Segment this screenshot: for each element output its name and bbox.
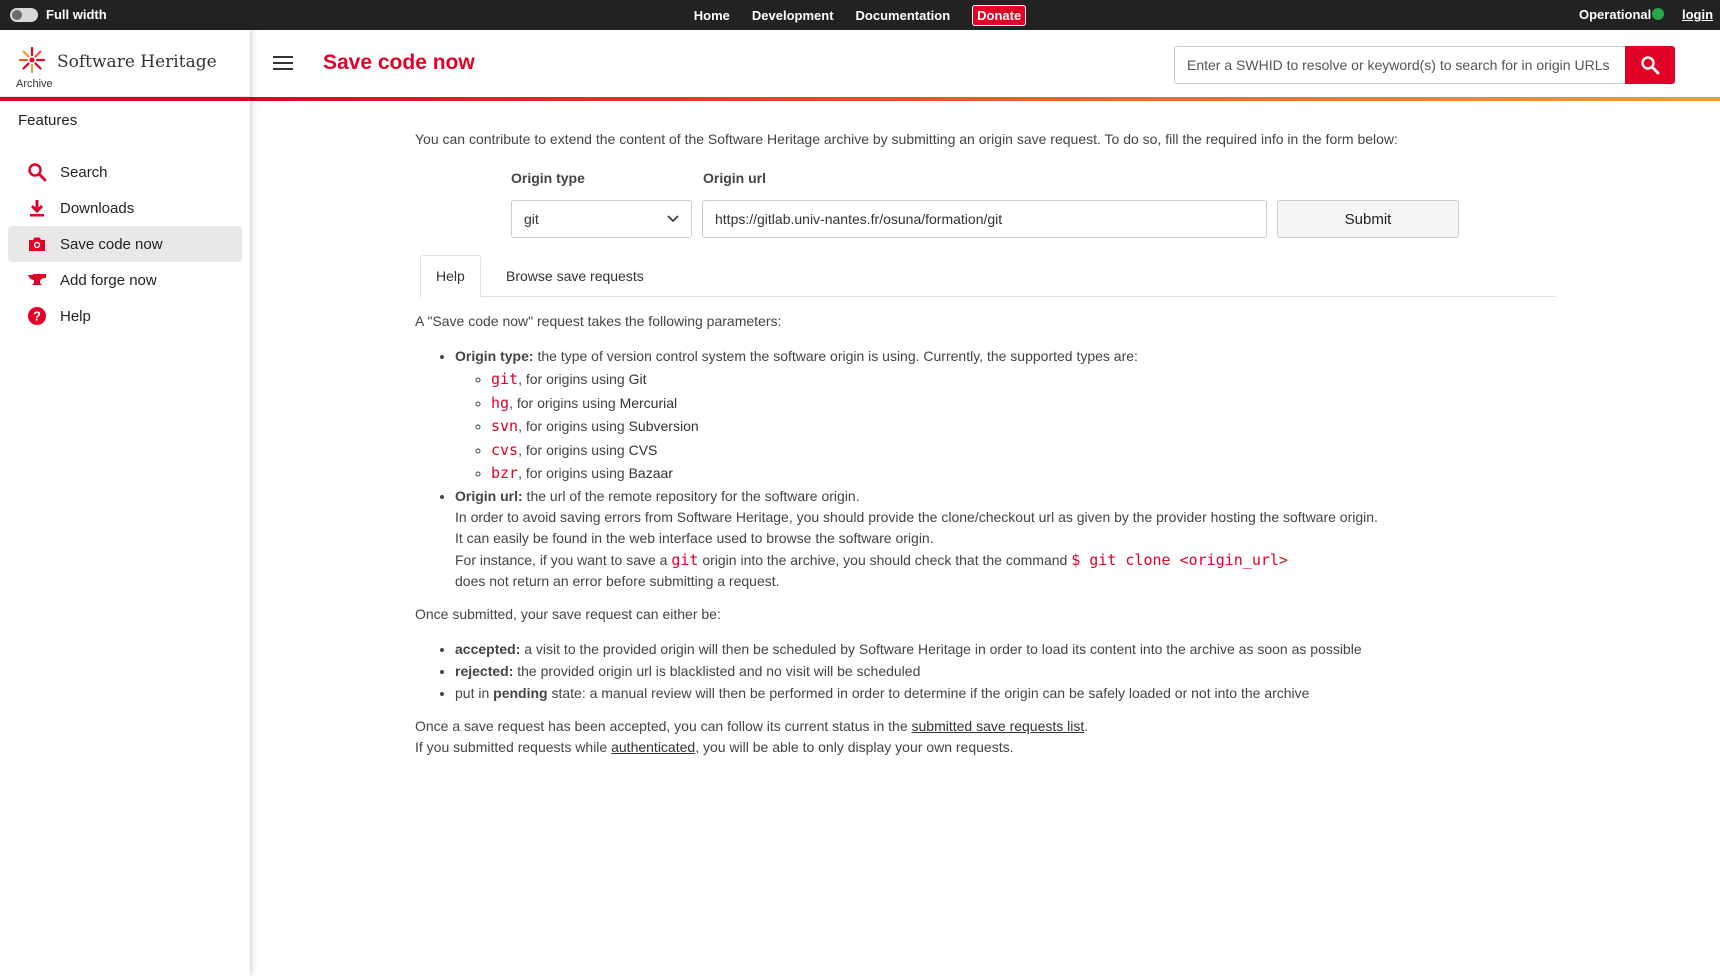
search-input[interactable]: [1174, 46, 1626, 84]
header-accent-left: [0, 97, 250, 101]
submitted-intro: Once submitted, your save request can either be:: [415, 606, 721, 622]
nav-documentation[interactable]: Documentation: [855, 7, 951, 23]
help-icon: [26, 305, 48, 327]
list-item: ◦ svn, for origins using Subversion: [491, 415, 1555, 438]
types-list: [491, 368, 1555, 485]
sidebar-item-search[interactable]: [8, 154, 242, 190]
follow-status-text: Once a save request has been accepted, you can follow its current status in the submitted save requests list. If you submitted requests while authenticated, you will be able to only display your own requests.: [415, 718, 1089, 755]
top-bar: [0, 0, 1720, 30]
sidebar-item-label: Search: [60, 163, 108, 181]
full-width-toggle[interactable]: [10, 8, 38, 22]
status-indicator: [1652, 8, 1664, 20]
header-accent-bar: [250, 97, 1720, 101]
tab-browse-save-requests[interactable]: Browse save requests: [506, 267, 644, 284]
sidebar-item-downloads[interactable]: [8, 190, 242, 226]
anvil-icon: [26, 269, 48, 291]
help-content: [415, 311, 1555, 758]
help-intro: A "Save code now" request takes the following parameters:: [415, 313, 782, 329]
form-intro: You can contribute to extend the content of the Software Heritage archive by submitting an origin save request. To do so, fill the required info in the form below:: [415, 131, 1398, 147]
list-item: ◦ git, for origins using Git: [491, 368, 1555, 391]
origin-type-label: Origin type: [511, 170, 585, 186]
brand-name: Software Heritage: [57, 52, 217, 72]
features-heading: Features: [18, 112, 78, 129]
list-item: • rejected: the provided origin url is blacklisted and no visit will be scheduled: [455, 661, 1555, 682]
top-nav: [0, 0, 1720, 30]
tabs: [420, 255, 1555, 297]
header: [250, 30, 1720, 97]
authenticated-link[interactable]: authenticated: [611, 739, 696, 755]
chevron-down-icon: [667, 215, 679, 223]
donate-button[interactable]: Donate: [972, 5, 1026, 26]
search-icon: [1640, 55, 1660, 75]
brand-subtitle: Archive: [16, 78, 53, 90]
tab-help[interactable]: Help: [420, 255, 481, 298]
svg-text:?: ?: [33, 308, 41, 324]
list-item: ◦ cvs, for origins using CVS: [491, 439, 1555, 462]
submitted-requests-link[interactable]: submitted save requests list: [911, 718, 1085, 734]
sidebar-item-save-code-now[interactable]: [8, 226, 242, 262]
list-item: ◦ bzr, for origins using Bazaar: [491, 462, 1555, 485]
search-icon: [26, 161, 48, 183]
list-item: • Origin type: the type of version control system the software origin is using. Currently, the supported types are: ◦ git, for origins using Git ◦ hg, for origins using Mercurial ◦ svn, for origins using Subversion ◦ cvs, for origins using CVS ◦ bzr, for origins using Bazaar: [455, 346, 1555, 485]
sidebar-item-label: Help: [60, 307, 91, 325]
origin-type-value: git: [524, 210, 539, 227]
list-item: • Origin url: the url of the remote repository for the software origin. In order to avoid saving errors from Software Heritage, you should provide the clone/checkout url as given by the provider hosting the software origin. It can easily be found in the web interface used to browse the software origin. For instance, if you want to save a git origin into the archive, you should check that the command $ git clone <origin_url> does not return an error before submitting a request.: [455, 486, 1555, 593]
full-width-label: Full width: [46, 7, 107, 22]
search-button[interactable]: [1625, 46, 1675, 84]
sidebar-item-label: Save code now: [60, 235, 163, 253]
page-title: Save code now: [323, 51, 475, 74]
origin-type-select[interactable]: [511, 200, 692, 238]
parameters-list: [455, 346, 1555, 592]
toggle-knob: [12, 10, 22, 20]
login-link[interactable]: login: [1682, 7, 1714, 22]
nav-development[interactable]: Development: [751, 7, 834, 23]
submit-button[interactable]: Submit: [1277, 200, 1459, 238]
sidebar-item-help[interactable]: [8, 298, 242, 334]
sidebar-item-label: Downloads: [60, 199, 135, 217]
brand[interactable]: [0, 30, 250, 97]
status-label[interactable]: Operational: [1579, 7, 1652, 22]
software-heritage-logo-icon: [16, 44, 48, 76]
sidebar: [0, 30, 250, 976]
status-list: [455, 639, 1555, 704]
list-item: • put in pending state: a manual review will then be performed in order to determine if the origin can be safely loaded or not into the archive: [455, 683, 1555, 704]
sidebar-item-add-forge-now[interactable]: [8, 262, 242, 298]
sidebar-item-label: Add forge now: [60, 271, 157, 289]
nav-home[interactable]: Home: [693, 7, 730, 23]
origin-url-label: Origin url: [703, 170, 766, 186]
origin-url-input[interactable]: [702, 200, 1267, 238]
menu-toggle-icon[interactable]: [273, 56, 293, 72]
list-item: • accepted: a visit to the provided origin will then be scheduled by Software Heritage in order to load its content into the archive as soon as possible: [455, 639, 1555, 660]
download-icon: [26, 197, 48, 219]
camera-icon: [26, 233, 48, 255]
list-item: ◦ hg, for origins using Mercurial: [491, 392, 1555, 415]
